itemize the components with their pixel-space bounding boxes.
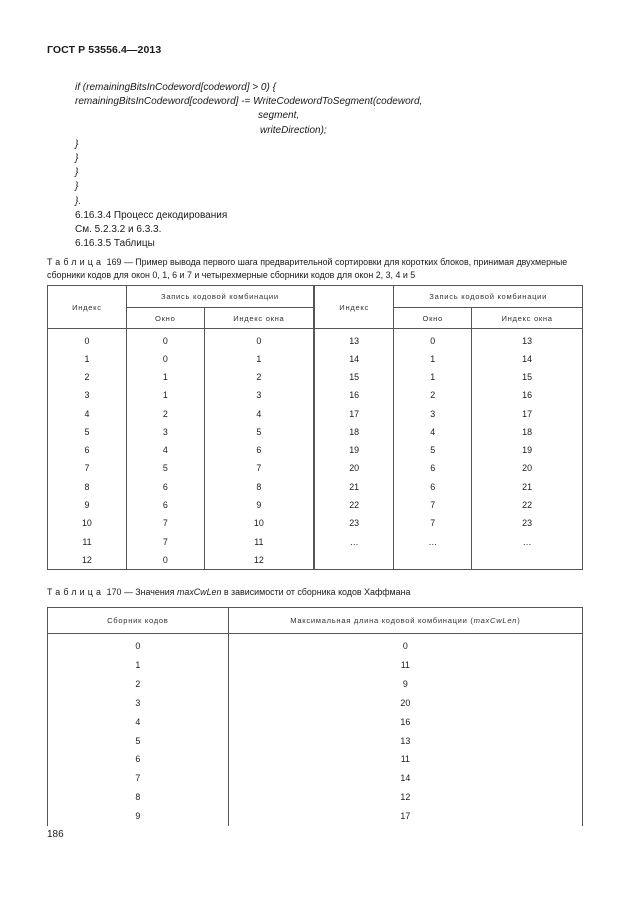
table-cell: 3 [126, 423, 204, 441]
code-brace: } [75, 138, 79, 150]
table-row [48, 788, 583, 807]
code-brace: } [75, 167, 79, 179]
header-record: Запись кодовой комбинации [126, 286, 314, 308]
table-cell: 7 [394, 514, 472, 532]
caption-label: Таблица [47, 587, 105, 597]
caption-label: Таблица [47, 257, 105, 267]
table-row [48, 731, 583, 750]
table-cell: 2 [48, 674, 229, 693]
code-brace: }. [75, 195, 82, 207]
table-cell: 6 [394, 478, 472, 496]
table-cell: 7 [394, 496, 472, 514]
table-cell: … [314, 532, 394, 550]
table-cell: 12 [228, 788, 582, 807]
table-row [48, 404, 583, 422]
table-cell: 9 [48, 807, 229, 826]
table-cell: 7 [48, 459, 127, 477]
table-row [48, 532, 583, 550]
table-cell: 3 [394, 404, 472, 422]
table-cell: 7 [126, 532, 204, 550]
table-cell: 15 [472, 368, 583, 386]
table-cell: 9 [204, 496, 314, 514]
table-cell: 2 [394, 386, 472, 404]
header-codebook: Сборник кодов [48, 608, 229, 634]
table-cell: 13 [472, 329, 583, 350]
table-cell: 7 [48, 769, 229, 788]
section-text: См. 5.2.3.2 и 6.3.3. [75, 224, 162, 236]
table-cell: 5 [48, 423, 127, 441]
table-cell: 5 [394, 441, 472, 459]
table-cell: 4 [48, 404, 127, 422]
table-cell: 3 [48, 386, 127, 404]
header-window: Окно [394, 308, 472, 329]
table-cell: 3 [204, 386, 314, 404]
table-cell: 23 [472, 514, 583, 532]
table-cell [314, 551, 394, 569]
table-169 [47, 285, 583, 570]
table-cell: 20 [472, 459, 583, 477]
table-cell: 0 [48, 329, 127, 350]
table-cell: 1 [394, 368, 472, 386]
header-record: Запись кодовой комбинации [394, 286, 583, 308]
header-window: Окно [126, 308, 204, 329]
table-cell: 15 [314, 368, 394, 386]
table-cell: 6 [126, 478, 204, 496]
table-cell: 9 [228, 674, 582, 693]
header-index: Индекс [314, 286, 394, 329]
header-index: Индекс [48, 286, 127, 329]
table-cell: 17 [314, 404, 394, 422]
table-row [48, 423, 583, 441]
table-cell: 8 [48, 788, 229, 807]
table-cell [394, 551, 472, 569]
table-row [48, 674, 583, 693]
table-cell: 23 [314, 514, 394, 532]
table-cell [472, 551, 583, 569]
table-cell: 7 [126, 514, 204, 532]
table-cell: 6 [48, 441, 127, 459]
table-cell: 18 [314, 423, 394, 441]
table-cell: 1 [48, 656, 229, 675]
table-row [48, 551, 583, 569]
table-cell: 2 [126, 404, 204, 422]
table-cell: 22 [314, 496, 394, 514]
table-row [48, 693, 583, 712]
table-cell: 12 [204, 551, 314, 569]
table-cell: 11 [228, 656, 582, 675]
table-cell: 0 [126, 329, 204, 350]
caption-text: в зависимости от сборника кодов Хаффмана [221, 587, 411, 597]
table-cell: 11 [204, 532, 314, 550]
code-brace: } [75, 181, 79, 193]
table-cell: 16 [472, 386, 583, 404]
table-cell: 2 [204, 368, 314, 386]
table-cell: 14 [472, 350, 583, 368]
table-row [48, 807, 583, 826]
caption-text: 169 — Пример вывода первого шага предварительной сортировки для коротких блоков, принимая двухмерные сборники кодов для окон 0, 1, 6 и 7 и четырехмерные сборники кодов для окон 2, 3, 4 и 5 [47, 257, 568, 280]
table-cell: 4 [126, 441, 204, 459]
header-window-index: Индекс окна [472, 308, 583, 329]
page-number: 186 [47, 829, 64, 840]
table-cell: … [472, 532, 583, 550]
table-cell: 21 [472, 478, 583, 496]
code-line: writeDirection); [260, 124, 327, 136]
table-cell: 7 [204, 459, 314, 477]
table-cell: 11 [48, 532, 127, 550]
table-cell: 0 [126, 551, 204, 569]
table-169-caption [47, 256, 587, 282]
section-heading: 6.16.3.5 Таблицы [75, 238, 155, 250]
table-row [48, 769, 583, 788]
table-row [48, 386, 583, 404]
table-170-body [48, 634, 583, 826]
table-cell: 0 [394, 329, 472, 350]
table-cell: 1 [126, 368, 204, 386]
table-cell: 11 [228, 750, 582, 769]
code-line: if (remainingBitsInCodeword[codeword] > 0) { [75, 82, 276, 93]
table-cell: 4 [394, 423, 472, 441]
table-cell: 1 [394, 350, 472, 368]
caption-text: 170 — Значения [104, 587, 177, 597]
table-cell: 6 [204, 441, 314, 459]
table-cell: … [394, 532, 472, 550]
code-line: remainingBitsInCodeword[codeword] -= WriteCodewordToSegment(codeword, [75, 96, 423, 108]
table-cell: 21 [314, 478, 394, 496]
table-cell: 19 [472, 441, 583, 459]
table-cell: 0 [228, 634, 582, 656]
table-cell: 12 [48, 551, 127, 569]
table-cell: 5 [48, 731, 229, 750]
table-row [48, 478, 583, 496]
table-cell: 5 [126, 459, 204, 477]
table-row [48, 496, 583, 514]
table-cell: 16 [228, 712, 582, 731]
table-cell: 1 [48, 350, 127, 368]
table-cell: 14 [228, 769, 582, 788]
table-cell: 9 [48, 496, 127, 514]
table-cell: 13 [314, 329, 394, 350]
caption-variable: maxCwLen [176, 587, 222, 597]
header-max-length: Максимальная длина кодовой комбинации (maxCwLen) [228, 608, 582, 634]
table-cell: 17 [472, 404, 583, 422]
table-cell: 0 [48, 634, 229, 656]
document-header: ГОСТ Р 53556.4—2013 [47, 44, 162, 56]
table-cell: 1 [126, 386, 204, 404]
table-cell: 13 [228, 731, 582, 750]
table-cell: 20 [228, 693, 582, 712]
table-cell: 14 [314, 350, 394, 368]
code-brace: } [75, 153, 79, 165]
table-cell: 10 [48, 514, 127, 532]
table-row [48, 514, 583, 532]
table-cell: 0 [126, 350, 204, 368]
table-cell: 8 [48, 478, 127, 496]
header-window-index: Индекс окна [204, 308, 314, 329]
code-listing [75, 81, 422, 251]
table-cell: 3 [48, 693, 229, 712]
table-row [48, 329, 583, 350]
table-row [48, 459, 583, 477]
table-row [48, 368, 583, 386]
table-cell: 17 [228, 807, 582, 826]
table-row [48, 712, 583, 731]
table-cell: 10 [204, 514, 314, 532]
table-row [48, 750, 583, 769]
table-cell: 8 [204, 478, 314, 496]
table-row [48, 441, 583, 459]
table-cell: 6 [126, 496, 204, 514]
table-cell: 2 [48, 368, 127, 386]
table-cell: 4 [204, 404, 314, 422]
table-row [48, 656, 583, 675]
table-row [48, 634, 583, 656]
table-170 [47, 607, 583, 826]
code-line: segment, [258, 110, 300, 122]
table-cell: 6 [48, 750, 229, 769]
table-cell: 4 [48, 712, 229, 731]
table-cell: 0 [204, 329, 314, 350]
table-cell: 5 [204, 423, 314, 441]
table-cell: 6 [394, 459, 472, 477]
table-cell: 19 [314, 441, 394, 459]
table-cell: 1 [204, 350, 314, 368]
table-170-caption [47, 586, 587, 599]
table-cell: 22 [472, 496, 583, 514]
table-cell: 16 [314, 386, 394, 404]
section-heading: 6.16.3.4 Процесс декодирования [75, 209, 228, 221]
table-row [48, 350, 583, 368]
table-169-body [48, 329, 583, 570]
table-cell: 20 [314, 459, 394, 477]
table-cell: 18 [472, 423, 583, 441]
